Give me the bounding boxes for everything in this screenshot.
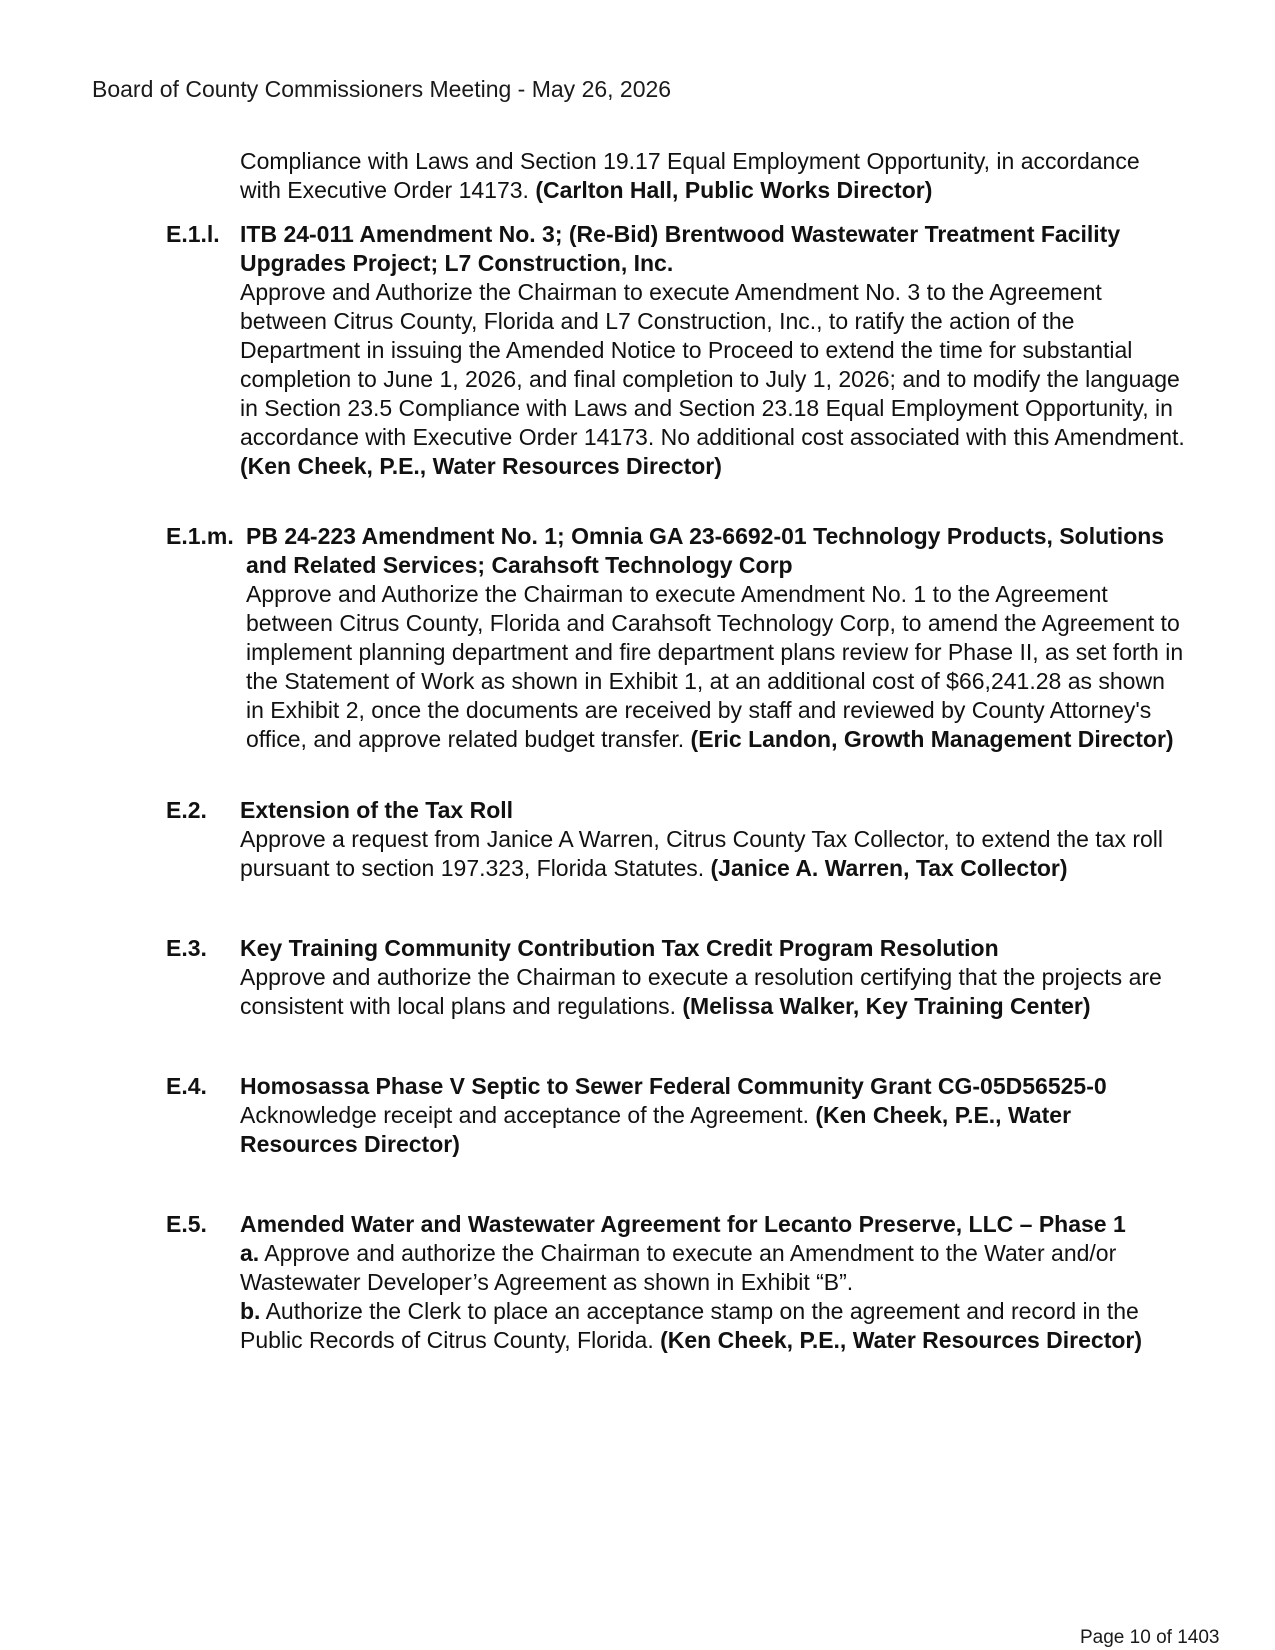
sub-item-a-text: Approve and authorize the Chairman to execute an Amendment to the Water and/or Wastewater Developer’s Agreement as shown in Exhibit “B”. [240,1240,1117,1295]
item-presenter: (Janice A. Warren, Tax Collector) [710,855,1068,881]
item-description: Approve and authorize the Chairman to execute a resolution certifying that the projects are consistent with local plans and regulations. [240,964,1162,1019]
item-title: Key Training Community Contribution Tax Credit Program Resolution [240,935,999,961]
sub-item-a [240,1239,1186,1297]
item-title: Amended Water and Wastewater Agreement for Lecanto Preserve, LLC – Phase 1 [240,1211,1126,1237]
item-presenter: (Eric Landon, Growth Management Director) [690,726,1174,752]
page-header: Board of County Commissioners Meeting - May 26, 2026 [92,76,672,102]
continued-description: Compliance with Laws and Section 19.17 Equal Employment Opportunity, in accordance with Executive Order 14173. [240,148,1140,203]
item-presenter: (Melissa Walker, Key Training Center) [682,993,1091,1019]
item-number: E.1.l. [166,221,220,247]
item-title: Extension of the Tax Roll [240,797,514,823]
item-title: PB 24-223 Amendment No. 1; Omnia GA 23-6692-01 Technology Products, Solutions and Related Services; Carahsoft Technology Corp [246,523,1165,578]
item-number: E.3. [166,935,207,961]
item-description-block [246,580,1186,754]
sub-item-b [240,1297,1186,1355]
item-presenter: (Ken Cheek, P.E., Water Resources Director) [660,1327,1143,1353]
item-description-block [240,278,1186,481]
item-description: Acknowledge receipt and acceptance of the Agreement. [240,1102,816,1128]
item-title: Homosassa Phase V Septic to Sewer Federal Community Grant CG-05D56525-0 [240,1073,1107,1099]
item-number: E.2. [166,797,207,823]
sub-item-b-label: b. [240,1298,261,1324]
item-title: ITB 24-011 Amendment No. 3; (Re-Bid) Brentwood Wastewater Treatment Facility Upgrades Project; L7 Construction, Inc. [240,221,1121,276]
item-number: E.4. [166,1073,207,1099]
item-number: E.5. [166,1211,207,1237]
sub-item-a-label: a. [240,1240,260,1266]
item-presenter: (Ken Cheek, P.E., Water Resources Director) [240,453,722,479]
item-presenter: (Ken Cheek, P.E., Water Resources Director) [240,1102,1072,1157]
item-number: E.1.m. [166,523,234,549]
item-description: Approve a request from Janice A Warren, Citrus County Tax Collector, to extend the tax roll pursuant to section 197.323, Florida Statutes. [240,826,1163,881]
item-description: Approve and Authorize the Chairman to execute Amendment No. 3 to the Agreement between Citrus County, Florida and L7 Construction, Inc., to ratify the action of the Department in issuing the Amended Notice to Proceed to extend the time for substantial completion to June 1, 2026, and final completion to July 1, 2026; and to modify the language in Section 23.5 Compliance with Laws and Section 23.18 Equal Employment Opportunity, in accordance with Executive Order 14173. No additional cost associated with this Amendment. [240,279,1185,450]
sub-item-b-text: Authorize the Clerk to place an acceptance stamp on the agreement and record in the Public Records of Citrus County, Florida. [240,1298,1139,1353]
continued-presenter: (Carlton Hall, Public Works Director) [535,177,933,203]
item-description: Approve and Authorize the Chairman to execute Amendment No. 1 to the Agreement between Citrus County, Florida and Carahsoft Technology Corp, to amend the Agreement to implement planning department and fire department plans review for Phase II, as set forth in the Statement of Work as shown in Exhibit 1, at an additional cost of $66,241.28 as shown in Exhibit 2, once the documents are received by staff and reviewed by County Attorney's office, and approve related budget transfer. [246,581,1184,752]
item-description-block [240,963,1186,1021]
item-description-block [240,825,1186,883]
continued-item-text [240,147,1180,205]
item-description-block [240,1101,1186,1159]
page-number: Page 10 of 1403 [1080,1627,1220,1648]
